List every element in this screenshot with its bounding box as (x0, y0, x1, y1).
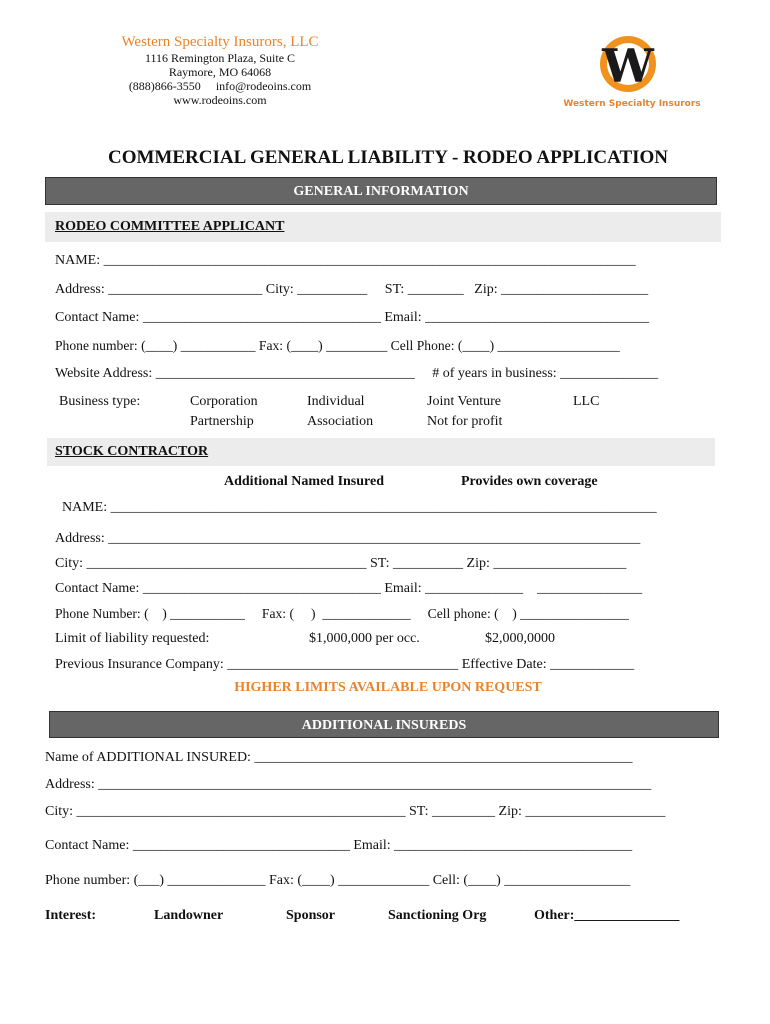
bt-corporation[interactable]: Corporation (190, 394, 258, 409)
applicant-website-field[interactable]: Website Address: _____________________________________ # of years in business: ______________ (55, 366, 659, 381)
contractor-address-field[interactable]: Address: ____________________________________________________________________________ (55, 531, 641, 546)
interest-sanctioning-org[interactable]: Sanctioning Org (388, 908, 487, 923)
business-type-label: Business type: (59, 394, 141, 409)
bt-joint-venture[interactable]: Joint Venture (427, 394, 502, 409)
additional-insured-address-field[interactable]: Address: _______________________________________________________________________________ (45, 777, 652, 792)
contractor-name-field[interactable]: NAME: ______________________________________________________________________________ (62, 500, 657, 515)
company-address-line1: 1116 Remington Plaza, Suite C (144, 51, 296, 65)
page-title: COMMERCIAL GENERAL LIABILITY - RODEO APPLICATION (107, 147, 669, 168)
company-name: Western Specialty Insurors, LLC (121, 34, 319, 50)
applicant-phone-field[interactable]: Phone number: (____) ___________ Fax: (____) _________ Cell Phone: (____) __________________ (55, 338, 620, 353)
interest-other-field[interactable]: Other:_______________ (534, 908, 680, 923)
rodeo-committee-label: RODEO COMMITTEE APPLICANT (55, 219, 285, 234)
stock-contractor-label: STOCK CONTRACTOR (55, 444, 209, 459)
provides-own-coverage-option[interactable]: Provides own coverage (461, 474, 598, 489)
company-logo (562, 34, 702, 112)
limit-option-2m[interactable]: $2,000,0000 (485, 631, 555, 646)
additional-insureds-header: ADDITIONAL INSUREDS (49, 711, 719, 738)
company-phone: (888)866-3550 (128, 79, 201, 93)
previous-insurance-field[interactable]: Previous Insurance Company: _________________________________ Effective Date: ____________ (55, 657, 635, 672)
interest-landowner[interactable]: Landowner (154, 908, 224, 923)
bt-llc[interactable]: LLC (573, 394, 600, 409)
contractor-contact-field[interactable]: Contact Name: __________________________________ Email: ______________ _______________ (55, 581, 643, 596)
company-contact-line (100, 79, 340, 93)
higher-limits-note: HIGHER LIMITS AVAILABLE UPON REQUEST (234, 680, 542, 695)
logo-caption: Western Specialty Insurors (563, 99, 701, 109)
logo-w-icon (562, 34, 702, 112)
general-information-header: GENERAL INFORMATION (45, 177, 717, 205)
logo-letter: W (602, 39, 654, 93)
additional-insured-name-field[interactable]: Name of ADDITIONAL INSURED: ______________________________________________________ (45, 750, 633, 765)
bt-not-for-profit[interactable]: Not for profit (427, 414, 503, 429)
letterhead (100, 33, 340, 107)
company-website[interactable]: www.rodeoins.com (173, 93, 267, 107)
company-address-line2: Raymore, MO 64068 (168, 65, 272, 79)
interest-label: Interest: (45, 908, 97, 923)
bt-individual[interactable]: Individual (307, 394, 365, 409)
additional-named-insured-option[interactable]: Additional Named Insured (224, 474, 385, 489)
additional-insured-city-field[interactable]: City: _______________________________________________ ST: _________ Zip: ____________________ (45, 804, 666, 819)
applicant-contact-field[interactable]: Contact Name: __________________________________ Email: ________________________________ (55, 310, 650, 325)
additional-insured-contact-field[interactable]: Contact Name: _______________________________ Email: __________________________________ (45, 838, 633, 853)
additional-insured-phone-field[interactable]: Phone number: (___) ______________ Fax: (____) _____________ Cell: (____) __________________ (45, 873, 631, 888)
contractor-city-field[interactable]: City: ________________________________________ ST: __________ Zip: ___________________ (55, 556, 627, 571)
company-email[interactable]: info@rodeoins.com (215, 79, 312, 93)
applicant-address-field[interactable]: Address: ______________________ City: __________ ST: ________ Zip: _____________________ (55, 282, 649, 297)
limit-option-1m[interactable]: $1,000,000 per occ. (309, 631, 420, 646)
bt-partnership[interactable]: Partnership (190, 414, 254, 429)
rodeo-committee-subheader (45, 212, 721, 242)
limit-label: Limit of liability requested: (55, 631, 210, 646)
applicant-name-field[interactable]: NAME: ____________________________________________________________________________ (55, 253, 636, 268)
contractor-phone-field[interactable]: Phone Number: ( ) ___________ Fax: ( ) _____________ Cell phone: ( ) ________________ (55, 606, 629, 621)
interest-sponsor[interactable]: Sponsor (286, 908, 336, 923)
stock-contractor-subheader (47, 438, 715, 466)
bt-association[interactable]: Association (307, 414, 374, 429)
